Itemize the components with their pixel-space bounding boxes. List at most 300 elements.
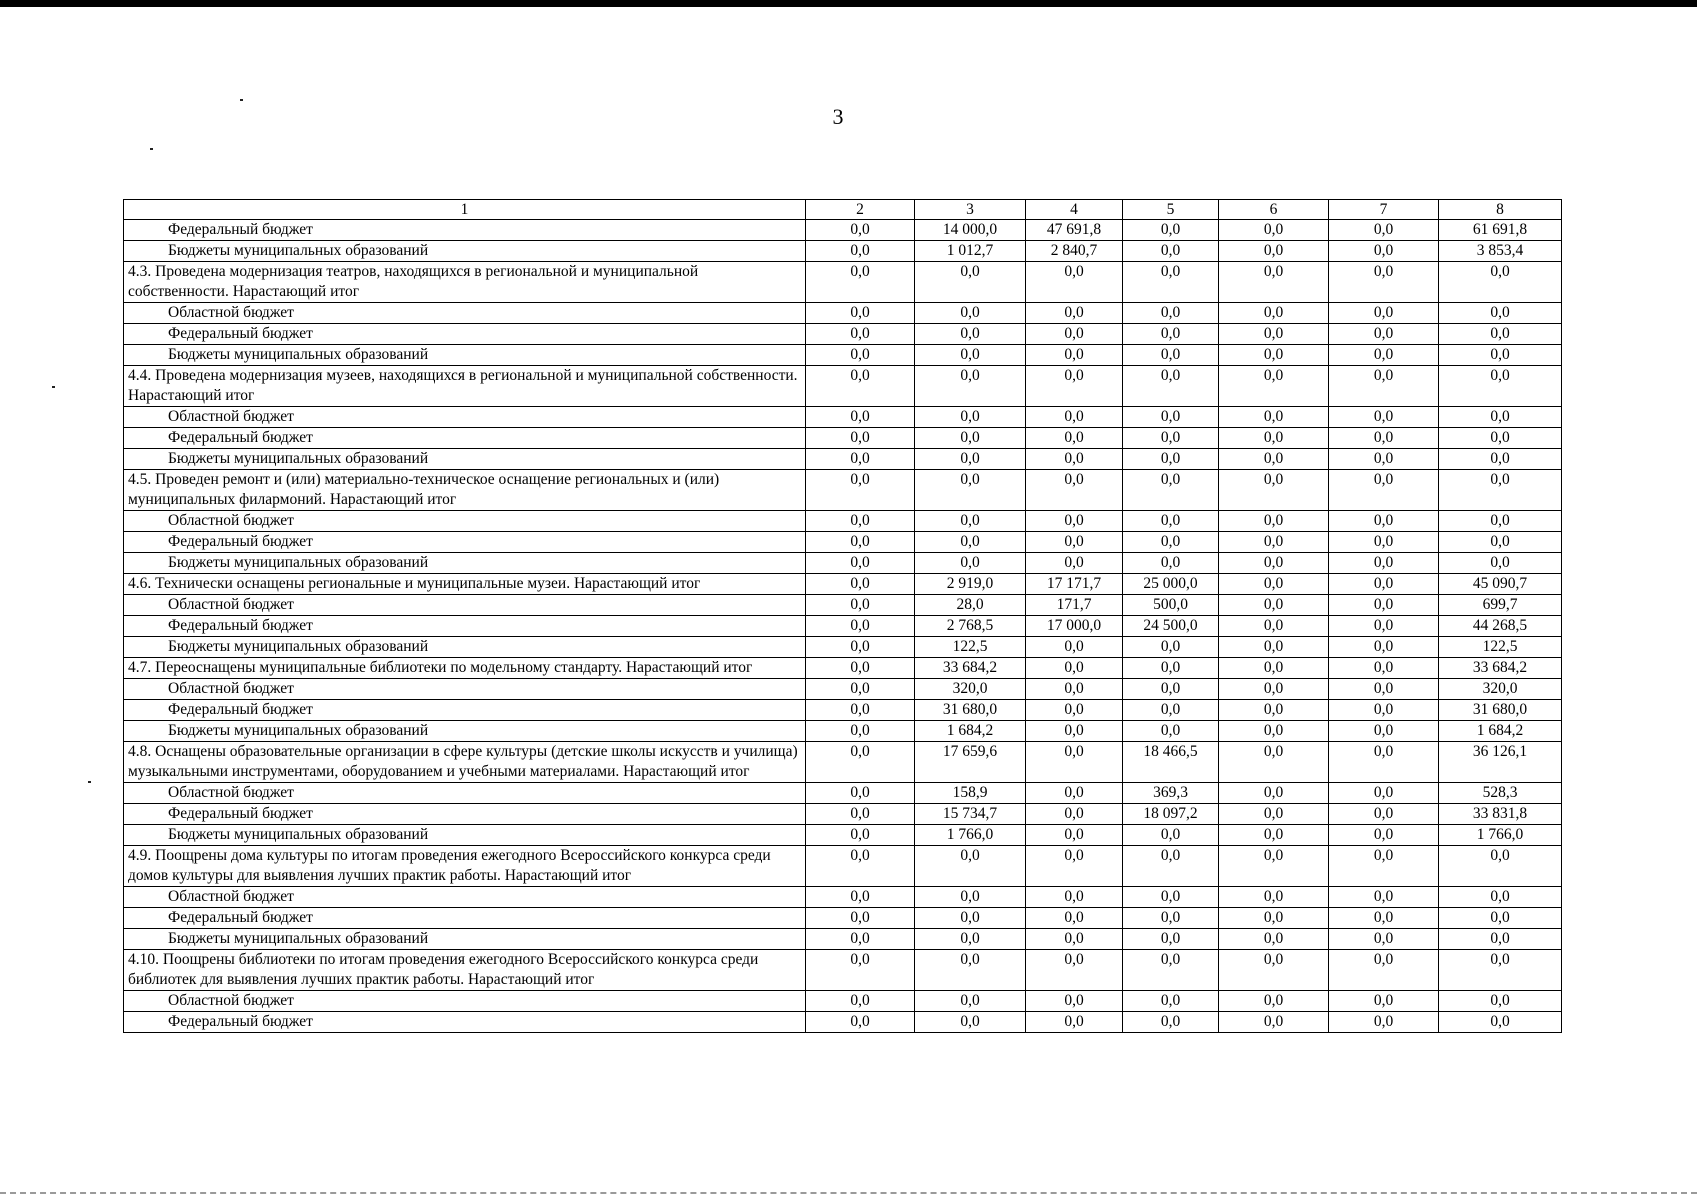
value-cell: 0,0 — [1329, 637, 1439, 658]
value-cell: 0,0 — [1123, 553, 1219, 574]
value-cell: 320,0 — [915, 679, 1026, 700]
table-row — [124, 783, 1562, 804]
value-cell: 0,0 — [806, 262, 915, 303]
value-cell: 158,9 — [915, 783, 1026, 804]
value-cell: 0,0 — [1123, 303, 1219, 324]
value-cell: 15 734,7 — [915, 804, 1026, 825]
value-cell: 0,0 — [1123, 366, 1219, 407]
value-cell: 0,0 — [1123, 825, 1219, 846]
table-row — [124, 553, 1562, 574]
value-cell: 0,0 — [1329, 700, 1439, 721]
page-number: 3 — [832, 104, 844, 129]
value-cell: 0,0 — [915, 846, 1026, 887]
value-cell: 3 853,4 — [1439, 241, 1562, 262]
table-row — [124, 241, 1562, 262]
value-cell: 0,0 — [915, 303, 1026, 324]
value-cell: 0,0 — [806, 511, 915, 532]
value-cell: 0,0 — [1219, 241, 1329, 262]
value-cell: 0,0 — [1219, 908, 1329, 929]
value-cell: 0,0 — [1329, 553, 1439, 574]
value-cell: 0,0 — [915, 1012, 1026, 1033]
value-cell: 0,0 — [1026, 658, 1123, 679]
value-cell: 0,0 — [1123, 407, 1219, 428]
scan-speck — [88, 781, 91, 783]
value-cell: 31 680,0 — [915, 700, 1026, 721]
value-cell: 0,0 — [1026, 721, 1123, 742]
value-cell: 0,0 — [1026, 637, 1123, 658]
value-cell: 0,0 — [1219, 700, 1329, 721]
value-cell: 0,0 — [1439, 1012, 1562, 1033]
row-label: Бюджеты муниципальных образований — [124, 637, 806, 658]
row-label: Федеральный бюджет — [124, 1012, 806, 1033]
value-cell: 0,0 — [806, 742, 915, 783]
table-row — [124, 220, 1562, 241]
value-cell: 0,0 — [1026, 345, 1123, 366]
value-cell: 0,0 — [915, 887, 1026, 908]
value-cell: 25 000,0 — [1123, 574, 1219, 595]
value-cell: 0,0 — [1219, 950, 1329, 991]
value-cell: 0,0 — [915, 908, 1026, 929]
value-cell: 33 831,8 — [1439, 804, 1562, 825]
value-cell: 0,0 — [1026, 511, 1123, 532]
value-cell: 0,0 — [1123, 345, 1219, 366]
value-cell: 0,0 — [1123, 846, 1219, 887]
row-label: Областной бюджет — [124, 679, 806, 700]
value-cell: 0,0 — [1026, 783, 1123, 804]
value-cell: 0,0 — [1329, 241, 1439, 262]
scan-speck — [240, 99, 243, 101]
value-cell: 0,0 — [1219, 991, 1329, 1012]
value-cell: 0,0 — [1026, 428, 1123, 449]
row-label: Областной бюджет — [124, 595, 806, 616]
row-label: 4.4. Проведена модернизация музеев, находящихся в региональной и муниципальной собственности. Нарастающий итог — [124, 366, 806, 407]
table-row — [124, 929, 1562, 950]
value-cell: 44 268,5 — [1439, 616, 1562, 637]
value-cell: 500,0 — [1123, 595, 1219, 616]
row-label: Федеральный бюджет — [124, 532, 806, 553]
value-cell: 0,0 — [1329, 345, 1439, 366]
value-cell: 0,0 — [806, 553, 915, 574]
scan-speck — [150, 148, 153, 150]
column-header: 7 — [1329, 200, 1439, 220]
value-cell: 0,0 — [1026, 262, 1123, 303]
value-cell: 0,0 — [1219, 262, 1329, 303]
value-cell: 17 659,6 — [915, 742, 1026, 783]
row-label: Федеральный бюджет — [124, 220, 806, 241]
value-cell: 0,0 — [806, 407, 915, 428]
table-row — [124, 303, 1562, 324]
row-label: 4.7. Переоснащены муниципальные библиотеки по модельному стандарту. Нарастающий итог — [124, 658, 806, 679]
table-row — [124, 262, 1562, 303]
value-cell: 33 684,2 — [1439, 658, 1562, 679]
value-cell: 0,0 — [806, 241, 915, 262]
value-cell: 0,0 — [1329, 742, 1439, 783]
value-cell: 0,0 — [1219, 449, 1329, 470]
table-row — [124, 991, 1562, 1012]
value-cell: 0,0 — [806, 449, 915, 470]
value-cell: 0,0 — [1123, 470, 1219, 511]
column-header: 1 — [124, 200, 806, 220]
table-row — [124, 470, 1562, 511]
column-header: 8 — [1439, 200, 1562, 220]
table-row — [124, 532, 1562, 553]
value-cell: 0,0 — [1219, 303, 1329, 324]
value-cell: 0,0 — [1026, 1012, 1123, 1033]
value-cell: 0,0 — [1329, 721, 1439, 742]
value-cell: 0,0 — [1123, 428, 1219, 449]
value-cell: 0,0 — [1123, 241, 1219, 262]
value-cell: 0,0 — [1123, 991, 1219, 1012]
value-cell: 0,0 — [806, 991, 915, 1012]
row-label: Областной бюджет — [124, 783, 806, 804]
value-cell: 0,0 — [1329, 470, 1439, 511]
value-cell: 0,0 — [1219, 532, 1329, 553]
table-row — [124, 804, 1562, 825]
row-label: 4.10. Поощрены библиотеки по итогам проведения ежегодного Всероссийского конкурса среди библиотек для выявления лучших практик работы. Нарастающий итог — [124, 950, 806, 991]
scan-top-border — [0, 0, 1697, 7]
table-row — [124, 366, 1562, 407]
value-cell: 0,0 — [915, 470, 1026, 511]
scan-speck — [52, 386, 55, 388]
value-cell: 0,0 — [1329, 1012, 1439, 1033]
value-cell: 0,0 — [1329, 616, 1439, 637]
value-cell: 18 466,5 — [1123, 742, 1219, 783]
value-cell: 0,0 — [1329, 324, 1439, 345]
value-cell: 0,0 — [1219, 742, 1329, 783]
value-cell: 0,0 — [1123, 700, 1219, 721]
budget-table — [123, 199, 1562, 1033]
value-cell: 0,0 — [915, 991, 1026, 1012]
value-cell: 0,0 — [1026, 532, 1123, 553]
value-cell: 0,0 — [1219, 428, 1329, 449]
table-row — [124, 679, 1562, 700]
row-label: 4.3. Проведена модернизация театров, находящихся в региональной и муниципальной собственности. Нарастающий итог — [124, 262, 806, 303]
value-cell: 0,0 — [1439, 950, 1562, 991]
value-cell: 0,0 — [1026, 908, 1123, 929]
value-cell: 0,0 — [1439, 929, 1562, 950]
value-cell: 0,0 — [1026, 303, 1123, 324]
budget-table-body — [124, 200, 1562, 1033]
value-cell: 0,0 — [1439, 407, 1562, 428]
value-cell: 0,0 — [1219, 929, 1329, 950]
value-cell: 0,0 — [1329, 929, 1439, 950]
value-cell: 0,0 — [1329, 950, 1439, 991]
value-cell: 0,0 — [1123, 511, 1219, 532]
value-cell: 1 012,7 — [915, 241, 1026, 262]
value-cell: 1 766,0 — [915, 825, 1026, 846]
value-cell: 0,0 — [915, 950, 1026, 991]
value-cell: 1 766,0 — [1439, 825, 1562, 846]
value-cell: 0,0 — [1329, 366, 1439, 407]
value-cell: 0,0 — [1329, 887, 1439, 908]
value-cell: 0,0 — [1123, 679, 1219, 700]
value-cell: 0,0 — [1439, 532, 1562, 553]
value-cell: 0,0 — [1329, 846, 1439, 887]
value-cell: 0,0 — [1219, 324, 1329, 345]
value-cell: 0,0 — [1439, 908, 1562, 929]
table-row — [124, 637, 1562, 658]
value-cell: 0,0 — [1123, 324, 1219, 345]
value-cell: 0,0 — [1123, 929, 1219, 950]
value-cell: 0,0 — [1439, 449, 1562, 470]
value-cell: 0,0 — [915, 262, 1026, 303]
value-cell: 0,0 — [1219, 679, 1329, 700]
row-label: Областной бюджет — [124, 991, 806, 1012]
value-cell: 0,0 — [806, 303, 915, 324]
value-cell: 0,0 — [1026, 366, 1123, 407]
value-cell: 0,0 — [1026, 700, 1123, 721]
value-cell: 0,0 — [1123, 721, 1219, 742]
value-cell: 0,0 — [1219, 366, 1329, 407]
value-cell: 0,0 — [915, 324, 1026, 345]
column-header: 6 — [1219, 200, 1329, 220]
value-cell: 0,0 — [1329, 262, 1439, 303]
value-cell: 0,0 — [1219, 658, 1329, 679]
value-cell: 0,0 — [1329, 511, 1439, 532]
value-cell: 0,0 — [1219, 721, 1329, 742]
row-label: Областной бюджет — [124, 303, 806, 324]
value-cell: 0,0 — [1329, 679, 1439, 700]
row-label: Бюджеты муниципальных образований — [124, 929, 806, 950]
table-row — [124, 574, 1562, 595]
value-cell: 0,0 — [1026, 929, 1123, 950]
value-cell: 0,0 — [915, 532, 1026, 553]
value-cell: 0,0 — [1439, 846, 1562, 887]
value-cell: 0,0 — [1026, 950, 1123, 991]
column-header: 4 — [1026, 200, 1123, 220]
value-cell: 0,0 — [806, 783, 915, 804]
row-label: Бюджеты муниципальных образований — [124, 721, 806, 742]
row-label: Федеральный бюджет — [124, 616, 806, 637]
value-cell: 0,0 — [1219, 345, 1329, 366]
value-cell: 0,0 — [1123, 887, 1219, 908]
value-cell: 369,3 — [1123, 783, 1219, 804]
value-cell: 0,0 — [1123, 449, 1219, 470]
value-cell: 0,0 — [1026, 324, 1123, 345]
value-cell: 0,0 — [1329, 532, 1439, 553]
value-cell: 45 090,7 — [1439, 574, 1562, 595]
value-cell: 17 000,0 — [1026, 616, 1123, 637]
scan-bottom-edge — [0, 1192, 1697, 1194]
value-cell: 0,0 — [915, 407, 1026, 428]
value-cell: 2 840,7 — [1026, 241, 1123, 262]
table-row — [124, 825, 1562, 846]
table-row — [124, 449, 1562, 470]
value-cell: 699,7 — [1439, 595, 1562, 616]
value-cell: 0,0 — [1026, 407, 1123, 428]
value-cell: 18 097,2 — [1123, 804, 1219, 825]
value-cell: 0,0 — [1439, 511, 1562, 532]
row-label: Бюджеты муниципальных образований — [124, 345, 806, 366]
value-cell: 0,0 — [806, 532, 915, 553]
table-row — [124, 908, 1562, 929]
value-cell: 0,0 — [1026, 449, 1123, 470]
value-cell: 0,0 — [1329, 428, 1439, 449]
value-cell: 0,0 — [915, 366, 1026, 407]
value-cell: 0,0 — [1329, 407, 1439, 428]
value-cell: 61 691,8 — [1439, 220, 1562, 241]
value-cell: 0,0 — [1219, 637, 1329, 658]
value-cell: 0,0 — [806, 929, 915, 950]
value-cell: 0,0 — [1329, 658, 1439, 679]
table-row — [124, 511, 1562, 532]
row-label: 4.9. Поощрены дома культуры по итогам проведения ежегодного Всероссийского конкурса среди домов культуры для выявления лучших практик работы. Нарастающий итог — [124, 846, 806, 887]
value-cell: 0,0 — [1329, 303, 1439, 324]
row-label: Областной бюджет — [124, 887, 806, 908]
value-cell: 0,0 — [1123, 220, 1219, 241]
row-label: Федеральный бюджет — [124, 428, 806, 449]
row-label: Бюджеты муниципальных образований — [124, 553, 806, 574]
value-cell: 0,0 — [1026, 887, 1123, 908]
value-cell: 0,0 — [1439, 366, 1562, 407]
value-cell: 122,5 — [915, 637, 1026, 658]
value-cell: 320,0 — [1439, 679, 1562, 700]
value-cell: 0,0 — [806, 887, 915, 908]
row-label: Областной бюджет — [124, 407, 806, 428]
value-cell: 0,0 — [1329, 825, 1439, 846]
value-cell: 0,0 — [915, 553, 1026, 574]
table-row — [124, 324, 1562, 345]
value-cell: 0,0 — [1219, 220, 1329, 241]
row-label: Бюджеты муниципальных образований — [124, 449, 806, 470]
value-cell: 0,0 — [1219, 470, 1329, 511]
row-label: Областной бюджет — [124, 511, 806, 532]
value-cell: 0,0 — [1123, 1012, 1219, 1033]
value-cell: 0,0 — [1123, 637, 1219, 658]
value-cell: 0,0 — [1439, 470, 1562, 511]
value-cell: 0,0 — [1329, 991, 1439, 1012]
table-row — [124, 428, 1562, 449]
value-cell: 0,0 — [806, 846, 915, 887]
value-cell: 0,0 — [1123, 908, 1219, 929]
value-cell: 0,0 — [1026, 470, 1123, 511]
value-cell: 0,0 — [1219, 511, 1329, 532]
value-cell: 0,0 — [806, 470, 915, 511]
value-cell: 0,0 — [1123, 262, 1219, 303]
row-label: Федеральный бюджет — [124, 324, 806, 345]
table-row — [124, 658, 1562, 679]
row-label: Федеральный бюджет — [124, 908, 806, 929]
value-cell: 0,0 — [806, 345, 915, 366]
value-cell: 0,0 — [806, 700, 915, 721]
value-cell: 0,0 — [806, 220, 915, 241]
value-cell: 28,0 — [915, 595, 1026, 616]
value-cell: 0,0 — [806, 637, 915, 658]
column-header: 5 — [1123, 200, 1219, 220]
value-cell: 17 171,7 — [1026, 574, 1123, 595]
value-cell: 24 500,0 — [1123, 616, 1219, 637]
row-label: Федеральный бюджет — [124, 700, 806, 721]
value-cell: 0,0 — [806, 658, 915, 679]
value-cell: 0,0 — [806, 616, 915, 637]
value-cell: 0,0 — [1123, 658, 1219, 679]
table-row — [124, 595, 1562, 616]
value-cell: 0,0 — [806, 721, 915, 742]
value-cell: 36 126,1 — [1439, 742, 1562, 783]
value-cell: 0,0 — [806, 324, 915, 345]
value-cell: 528,3 — [1439, 783, 1562, 804]
table-header-row — [124, 200, 1562, 220]
value-cell: 0,0 — [1219, 783, 1329, 804]
column-header: 3 — [915, 200, 1026, 220]
value-cell: 0,0 — [915, 929, 1026, 950]
value-cell: 0,0 — [806, 825, 915, 846]
value-cell: 0,0 — [1219, 595, 1329, 616]
value-cell: 0,0 — [1329, 220, 1439, 241]
value-cell: 171,7 — [1026, 595, 1123, 616]
value-cell: 0,0 — [1439, 262, 1562, 303]
row-label: Бюджеты муниципальных образований — [124, 825, 806, 846]
value-cell: 0,0 — [806, 1012, 915, 1033]
value-cell: 0,0 — [1026, 825, 1123, 846]
value-cell: 31 680,0 — [1439, 700, 1562, 721]
value-cell: 2 919,0 — [915, 574, 1026, 595]
value-cell: 0,0 — [806, 574, 915, 595]
value-cell: 0,0 — [1219, 1012, 1329, 1033]
value-cell: 0,0 — [1329, 908, 1439, 929]
value-cell: 0,0 — [1026, 991, 1123, 1012]
value-cell: 0,0 — [1219, 616, 1329, 637]
value-cell: 0,0 — [1219, 887, 1329, 908]
value-cell: 0,0 — [1329, 804, 1439, 825]
row-label: Бюджеты муниципальных образований — [124, 241, 806, 262]
value-cell: 0,0 — [1026, 679, 1123, 700]
table-row — [124, 407, 1562, 428]
value-cell: 0,0 — [1439, 324, 1562, 345]
value-cell: 0,0 — [806, 428, 915, 449]
table-row — [124, 950, 1562, 991]
value-cell: 0,0 — [1439, 991, 1562, 1012]
column-header: 2 — [806, 200, 915, 220]
value-cell: 0,0 — [1123, 532, 1219, 553]
value-cell: 14 000,0 — [915, 220, 1026, 241]
value-cell: 0,0 — [1219, 804, 1329, 825]
value-cell: 0,0 — [1219, 407, 1329, 428]
value-cell: 2 768,5 — [915, 616, 1026, 637]
value-cell: 0,0 — [915, 511, 1026, 532]
value-cell: 0,0 — [1219, 846, 1329, 887]
value-cell: 0,0 — [1026, 742, 1123, 783]
value-cell: 1 684,2 — [1439, 721, 1562, 742]
row-label: 4.5. Проведен ремонт и (или) материально-техническое оснащение региональных и (или) муниципальных филармоний. Нарастающий итог — [124, 470, 806, 511]
value-cell: 0,0 — [1329, 595, 1439, 616]
value-cell: 0,0 — [1329, 574, 1439, 595]
value-cell: 0,0 — [1439, 428, 1562, 449]
value-cell: 0,0 — [806, 804, 915, 825]
value-cell: 0,0 — [1026, 553, 1123, 574]
value-cell: 0,0 — [915, 449, 1026, 470]
row-label: 4.6. Технически оснащены региональные и муниципальные музеи. Нарастающий итог — [124, 574, 806, 595]
value-cell: 0,0 — [1329, 783, 1439, 804]
table-row — [124, 700, 1562, 721]
value-cell: 122,5 — [1439, 637, 1562, 658]
value-cell: 0,0 — [806, 908, 915, 929]
table-row — [124, 616, 1562, 637]
row-label: Федеральный бюджет — [124, 804, 806, 825]
table-row — [124, 846, 1562, 887]
value-cell: 1 684,2 — [915, 721, 1026, 742]
value-cell: 0,0 — [1439, 553, 1562, 574]
table-row — [124, 721, 1562, 742]
value-cell: 0,0 — [915, 345, 1026, 366]
value-cell: 33 684,2 — [915, 658, 1026, 679]
value-cell: 0,0 — [1439, 887, 1562, 908]
value-cell: 0,0 — [915, 428, 1026, 449]
value-cell: 47 691,8 — [1026, 220, 1123, 241]
value-cell: 0,0 — [1219, 825, 1329, 846]
value-cell: 0,0 — [1026, 804, 1123, 825]
value-cell: 0,0 — [1123, 950, 1219, 991]
